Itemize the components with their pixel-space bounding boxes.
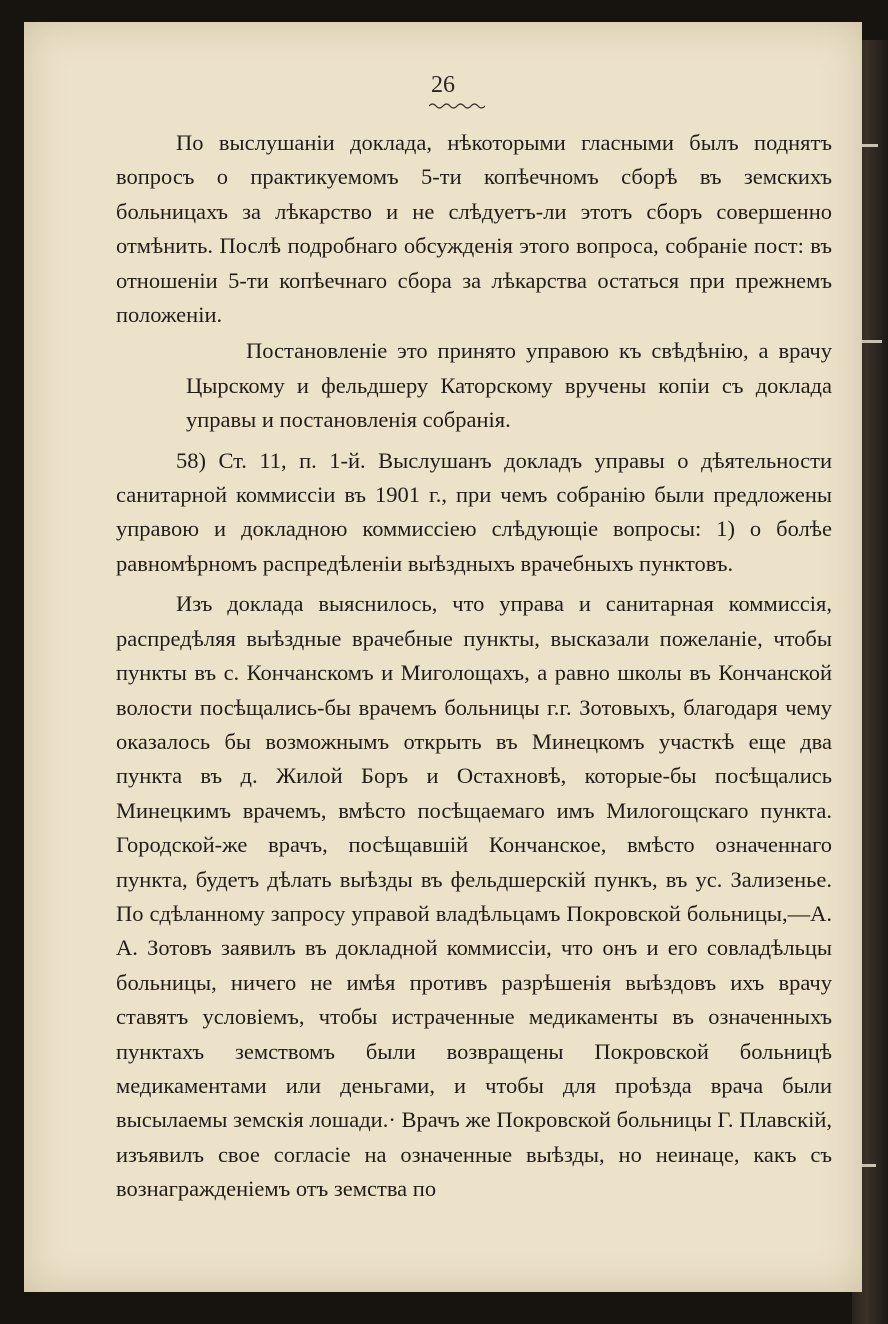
body-text bbox=[116, 126, 832, 1207]
edge-mark bbox=[860, 340, 882, 343]
book-page bbox=[24, 22, 862, 1292]
paragraph-4: Изъ доклада выяснилось, что управа и санитарная коммиссія, распредѣляя выѣздные врачебные пункты, высказали пожеланіе, чтобы пункты въ с. Кончанскомъ и Миголощахъ, а равно школы въ Кончанской волости посѣщались-бы врачемъ больницы г.г. Зотовыхъ, благодаря чему оказалось бы возможнымъ открыть въ Минецкомъ участкѣ еще два пункта въ д. Жилой Боръ и Остахновѣ, которые-бы посѣщались Минецкимъ врачемъ, вмѣсто посѣщаемаго имъ Милогощскаго пункта. Городской-же врачъ, посѣщавшій Кончанское, вмѣсто означеннаго пункта, будетъ дѣлать выѣзды въ фельдшерскій пункъ, въ ус. Зализенье. По сдѣланному запросу управой владѣльцамъ Покровской больницы,—А. А. Зотовъ заявилъ въ докладной коммиссіи, что онъ и его совладѣльцы больницы, ничего не имѣя противъ разрѣшенія выѣздовъ ихъ врачу ставятъ условіемъ, чтобы истраченные медикаменты въ означенныхъ пунктахъ земствомъ были возвращены Покровской больницѣ медикаментами или деньгами, и чтобы для проѣзда врача были высылаемы земскія лошади.· Врачъ же Покровской больницы Г. Плавскій, изъявилъ свое согласіе на означенные выѣзды, но неинаце, какъ съ вознагражденіемъ отъ земства по bbox=[116, 591, 832, 1202]
paragraph-1: По выслушаніи доклада, нѣкоторыми гласными былъ поднятъ вопросъ о практикуемомъ 5-ти копѣечномъ сборѣ въ земскихъ больницахъ за лѣкарство и не слѣдуетъ-ли этотъ сборъ совершенно отмѣнить. Послѣ подробнаго обсужденія этого вопроса, собраніе пост: въ отношеніи 5-ти копѣечнаго сбора за лѣкарства остаться при прежнемъ положеніи. bbox=[116, 130, 832, 328]
wavy-rule bbox=[429, 102, 485, 110]
paragraph-2: Постановленіе это принято управою къ свѣдѣнію, а врачу Цырскому и фельдшеру Каторскому вручены копіи съ доклада управы и постановленія собранія. bbox=[186, 338, 832, 433]
page-number: 26 bbox=[431, 72, 455, 98]
paragraph-3: 58) Ст. 11, п. 1-й. Выслушанъ докладъ управы о дѣятельности санитарной коммиссіи въ 1901 г., при чемъ собранію были предложены управою и докладною коммиссіею слѣдующіе вопросы: 1) о болѣе равномѣрномъ распредѣленіи выѣздныхъ врачебныхъ пунктовъ. bbox=[116, 447, 832, 576]
